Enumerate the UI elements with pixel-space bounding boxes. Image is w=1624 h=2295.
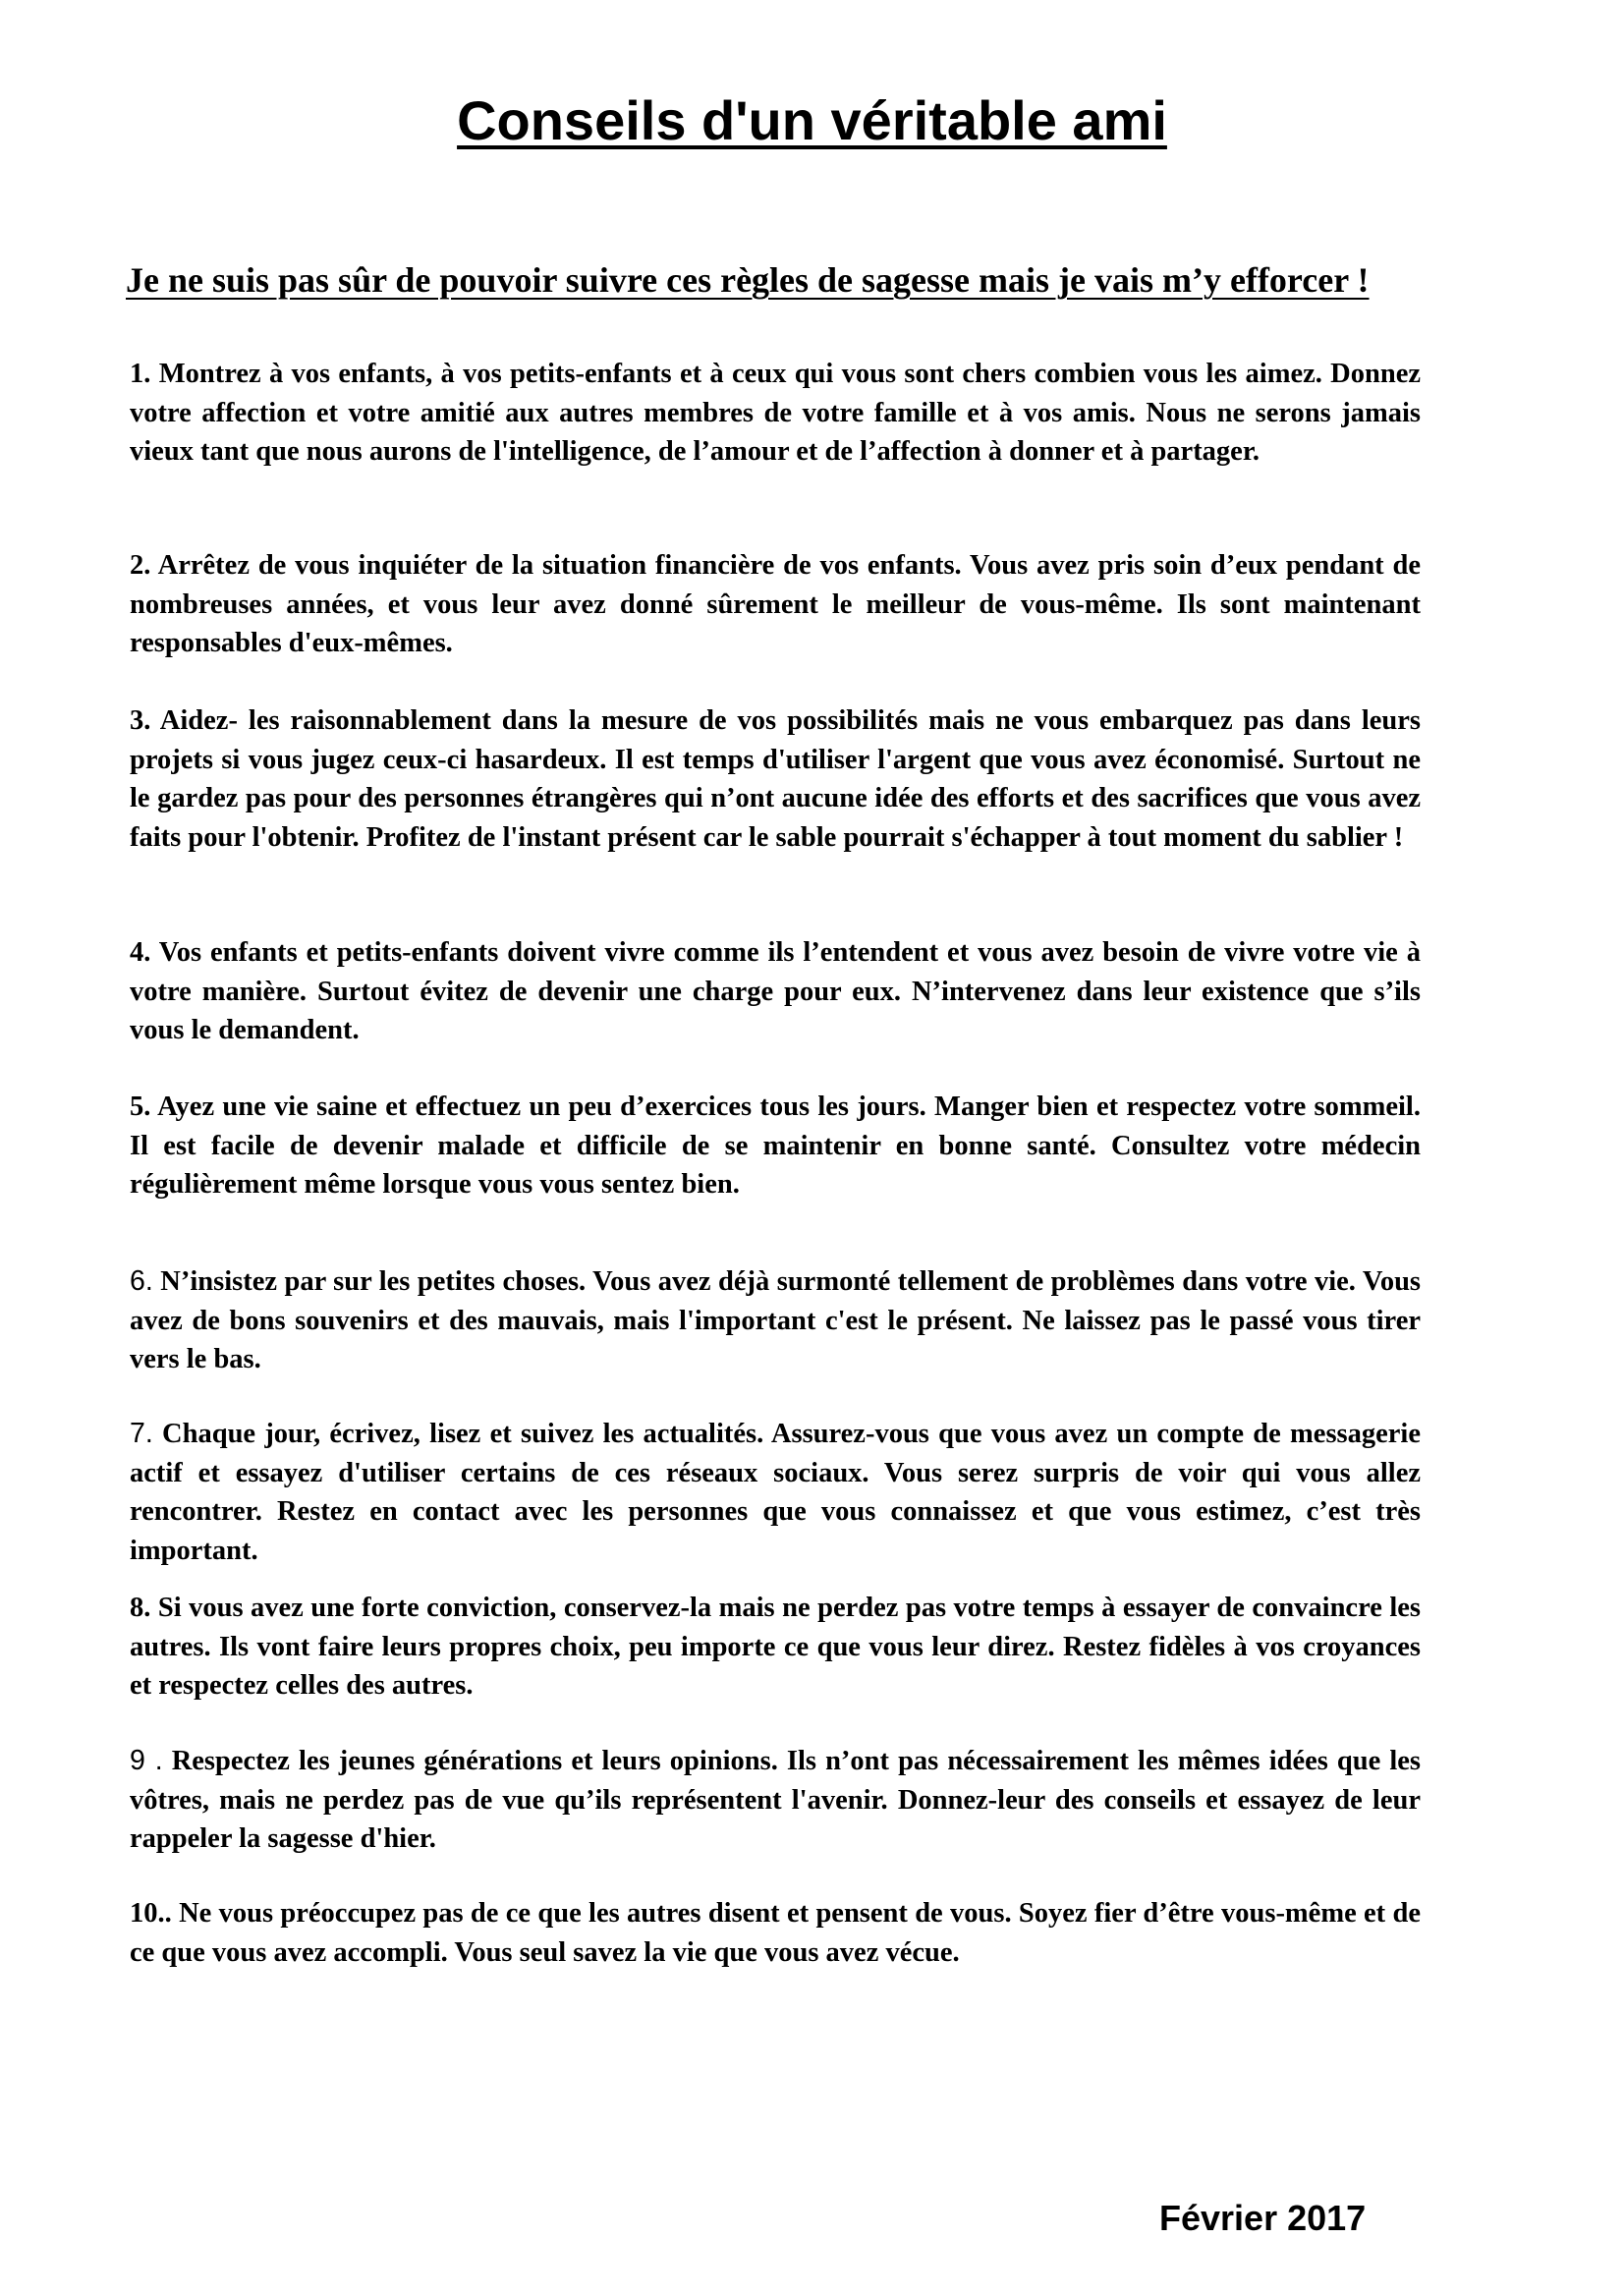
advice-item-10 <box>130 1894 1421 1972</box>
advice-text: Chaque jour, écrivez, lisez et suivez les actualités. Assurez-vous que vous avez un compte de messagerie actif et essayez d'utiliser certains de ces réseaux sociaux. Vous serez surpris de voir qui vous allez rencontrer. Restez en contact avec les personnes que vous connaissez et que vous estimez, c’est très important. <box>130 1419 1421 1566</box>
advice-item-8 <box>130 1589 1421 1706</box>
document-date: Février 2017 <box>1159 2198 1367 2238</box>
advice-item-4 <box>130 933 1421 1050</box>
advice-number: 10.. <box>130 1898 172 1929</box>
advice-text: Vos enfants et petits-enfants doivent vivre comme ils l’entendent et vous avez besoin de vivre votre vie à votre manière. Surtout évitez de devenir une charge pour eux. N’intervenez dans leur existence que s’ils vous le demandent. <box>130 937 1421 1045</box>
advice-number: 6. <box>130 1265 153 1297</box>
advice-number: 1. <box>130 359 151 389</box>
advice-text: Ne vous préoccupez pas de ce que les autres disent et pensent de vous. Soyez fier d’être vous-même et de ce que vous avez accompli. Vous seul savez la vie que vous avez vécue. <box>130 1898 1421 1968</box>
advice-number: 3. <box>130 705 151 736</box>
advice-text: Ayez une vie saine et effectuez un peu d’exercices tous les jours. Manger bien et respectez votre sommeil. Il est facile de devenir malade et difficile de se maintenir en bonne santé. Consultez votre médecin régulièrement même lorsque vous vous sentez bien. <box>130 1092 1421 1200</box>
advice-item-2 <box>130 546 1421 663</box>
advice-number: 5. <box>130 1092 151 1122</box>
advice-item-5 <box>130 1088 1421 1204</box>
advice-item-7 <box>130 1415 1421 1570</box>
advice-number: 4. <box>130 937 151 968</box>
advice-text: Si vous avez une forte conviction, conservez-la mais ne perdez pas votre temps à essayer de convaincre les autres. Ils vont faire leurs propres choix, peu importe ce que vous leur direz. Restez fidèles à vos croyances et respectez celles des autres. <box>130 1593 1421 1701</box>
advice-number: 8. <box>130 1593 151 1623</box>
advice-number: 9 . <box>130 1745 163 1776</box>
advice-item-3 <box>130 701 1421 857</box>
advice-text: Montrez à vos enfants, à vos petits-enfants et à ceux qui vous sont chers combien vous les aimez. Donnez votre affection et votre amitié aux autres membres de votre famille et à vos amis. Nous ne serons jamais vieux tant que nous aurons de l'intelligence, de l’amour et de l’affection à donner et à partager. <box>130 359 1422 467</box>
document-title: Conseils d'un véritable ami <box>457 89 1167 151</box>
document-subtitle: Je ne suis pas sûr de pouvoir suivre ces règles de sagesse mais je vais m’y efforcer ! <box>126 260 1370 300</box>
advice-text: Arrêtez de vous inquiéter de la situation financière de vos enfants. Vous avez pris soin d’eux pendant de nombreuses années, et vous leur avez donné sûrement le meilleur de vous-même. Ils sont maintenant responsables d'eux-mêmes. <box>130 550 1422 658</box>
advice-text: N’insistez par sur les petites choses. Vous avez déjà surmonté tellement de problèmes dans votre vie. Vous avez de bons souvenirs et des mauvais, mais l'important c'est le présent. Ne laissez pas le passé vous tirer vers le bas. <box>130 1266 1422 1374</box>
advice-item-6 <box>130 1262 1421 1379</box>
advice-text: Respectez les jeunes générations et leurs opinions. Ils n’ont pas nécessairement les mêmes idées que les vôtres, mais ne perdez pas de vue qu’ils représentent l'avenir. Donnez-leur des conseils et essayez de leur rappeler la sagesse d'hier. <box>130 1746 1421 1854</box>
advice-number: 2. <box>130 550 151 581</box>
advice-item-1 <box>130 355 1421 472</box>
advice-text: Aidez- les raisonnablement dans la mesure de vos possibilités mais ne vous embarquez pas dans leurs projets si vous jugez ceux-ci hasardeux. Il est temps d'utiliser l'argent que vous avez économisé. Surtout ne le gardez pas pour des personnes étrangères qui n’ont aucune idée des efforts et des sacrifices que vous avez faits pour l'obtenir. Profitez de l'instant présent car le sable pourrait s'échapper à tout moment du sablier ! <box>130 705 1421 853</box>
advice-number: 7. <box>130 1418 153 1449</box>
advice-item-9 <box>130 1742 1421 1859</box>
